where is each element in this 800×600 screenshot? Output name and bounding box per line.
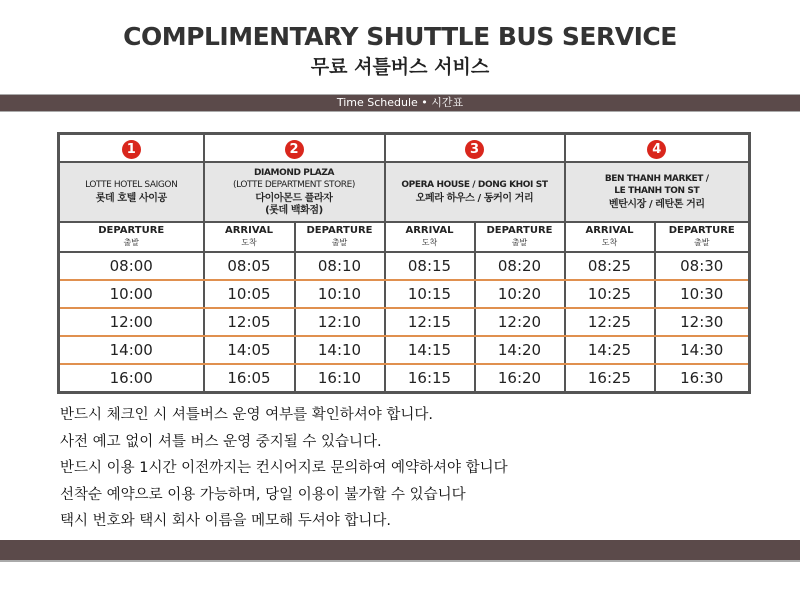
column-header-en: ARRIVAL	[405, 225, 454, 236]
footer-bar	[0, 540, 800, 562]
time-cell: 14:10	[295, 336, 385, 364]
stop-number-badge: 1	[122, 140, 141, 159]
time-cell: 16:10	[295, 364, 385, 393]
column-header-en: DEPARTURE	[98, 225, 165, 236]
table-row	[59, 308, 750, 336]
stop-number-cell	[385, 134, 565, 163]
stop-name-en-2: (LOTTE DEPARTMENT STORE)	[232, 180, 356, 190]
page-title: COMPLIMENTARY SHUTTLE BUS SERVICE	[123, 22, 677, 51]
stop-name-cell	[385, 162, 565, 222]
stop-number-badge: 4	[647, 140, 666, 159]
time-cell: 16:20	[475, 364, 565, 393]
stop-name-cell	[565, 162, 750, 222]
stop-number-cell	[565, 134, 750, 163]
time-cell: 10:20	[475, 280, 565, 308]
time-cell: 10:10	[295, 280, 385, 308]
time-cell: 10:05	[204, 280, 295, 308]
column-header-ko: 도착	[421, 238, 438, 247]
note-line: 사전 예고 없이 셔틀 버스 운영 중지될 수 있습니다.	[60, 433, 382, 450]
time-cell: 14:20	[475, 336, 565, 364]
note-line: 반드시 이용 1시간 이전까지는 컨시어지로 문의하여 예약하셔야 합니다	[60, 460, 508, 476]
time-cell: 10:15	[385, 280, 475, 308]
stop-name-ko-2: (롯데 백화점)	[265, 205, 323, 216]
stop-name-cell	[204, 162, 385, 222]
time-cell: 10:25	[565, 280, 655, 308]
column-header	[385, 222, 475, 252]
table-row	[59, 364, 750, 393]
stop-name-en-2: LE THANH TON ST	[614, 186, 700, 196]
stop-name-cell	[59, 162, 204, 222]
time-cell: 16:00	[59, 364, 204, 393]
time-cell: 14:05	[204, 336, 295, 364]
time-cell: 08:00	[59, 252, 204, 280]
column-header-ko: 출발	[331, 238, 348, 247]
column-header	[204, 222, 295, 252]
stop-name-en: LOTTE HOTEL SAIGON	[85, 180, 178, 190]
column-header-en: DEPARTURE	[486, 225, 553, 236]
page-subtitle: 무료 셔틀버스 서비스	[310, 56, 490, 78]
column-header-en: DEPARTURE	[668, 225, 735, 236]
table-row	[59, 336, 750, 364]
time-cell: 16:15	[385, 364, 475, 393]
time-cell: 12:05	[204, 308, 295, 336]
column-header-ko: 도착	[241, 238, 257, 247]
stop-name-en: BEN THANH MARKET /	[604, 174, 709, 184]
column-header-en: DEPARTURE	[306, 225, 373, 236]
stop-name-ko: 오페라 하우스 / 동커이 거리	[415, 193, 534, 204]
time-cell: 14:25	[565, 336, 655, 364]
note-line: 반드시 체크인 시 셔틀버스 운영 여부를 확인하셔야 합니다.	[60, 407, 434, 423]
time-cell: 08:10	[295, 252, 385, 280]
time-cell: 10:00	[59, 280, 204, 308]
stop-name-en: DIAMOND PLAZA	[253, 168, 335, 178]
time-cell: 08:15	[385, 252, 475, 280]
note-line: 택시 번호와 택시 회사 이름을 메모해 두셔야 합니다.	[60, 513, 392, 529]
stop-name-ko: 벤탄시장 / 레탄톤 거리	[608, 199, 705, 210]
note-line: 선착순 예약으로 이용 가능하며, 당일 이용이 불가할 수 있습니다	[60, 486, 466, 503]
column-header-en: ARRIVAL	[224, 225, 274, 236]
column-header	[565, 222, 655, 252]
time-cell: 16:25	[565, 364, 655, 393]
schedule-table	[57, 132, 751, 394]
time-cell: 12:15	[385, 308, 475, 336]
time-cell: 08:25	[565, 252, 655, 280]
column-header	[475, 222, 565, 252]
stop-name-ko: 다이아몬드 플라자	[255, 193, 333, 204]
column-header-ko: 도착	[601, 238, 618, 247]
time-cell: 16:30	[655, 364, 750, 393]
time-cell: 16:05	[204, 364, 295, 393]
time-cell: 12:30	[655, 308, 750, 336]
stop-number-badge: 3	[465, 140, 484, 159]
time-cell: 14:00	[59, 336, 204, 364]
table-row	[59, 280, 750, 308]
table-row	[59, 252, 750, 280]
time-cell: 12:20	[475, 308, 565, 336]
time-cell: 12:25	[565, 308, 655, 336]
column-header-ko: 출발	[511, 238, 528, 247]
stop-name-ko: 롯데 호텔 사이공	[95, 193, 167, 204]
time-cell: 14:15	[385, 336, 475, 364]
time-cell: 12:00	[59, 308, 204, 336]
time-cell: 10:30	[655, 280, 750, 308]
stop-number-cell	[204, 134, 385, 163]
column-header-en: ARRIVAL	[585, 225, 634, 236]
time-cell: 12:10	[295, 308, 385, 336]
column-header	[655, 222, 750, 252]
column-header	[295, 222, 385, 252]
stop-number-cell	[59, 134, 204, 163]
column-header-ko: 출발	[694, 238, 710, 247]
column-header-ko: 출발	[123, 238, 139, 247]
stop-number-badge: 2	[285, 140, 304, 159]
time-cell: 08:30	[655, 252, 750, 280]
column-header	[59, 222, 204, 252]
time-schedule-band: Time Schedule • 시간표	[0, 94, 800, 112]
notes	[60, 402, 508, 535]
stop-name-en: OPERA HOUSE / DONG KHOI ST	[401, 180, 548, 190]
time-cell: 14:30	[655, 336, 750, 364]
time-cell: 08:05	[204, 252, 295, 280]
time-cell: 08:20	[475, 252, 565, 280]
